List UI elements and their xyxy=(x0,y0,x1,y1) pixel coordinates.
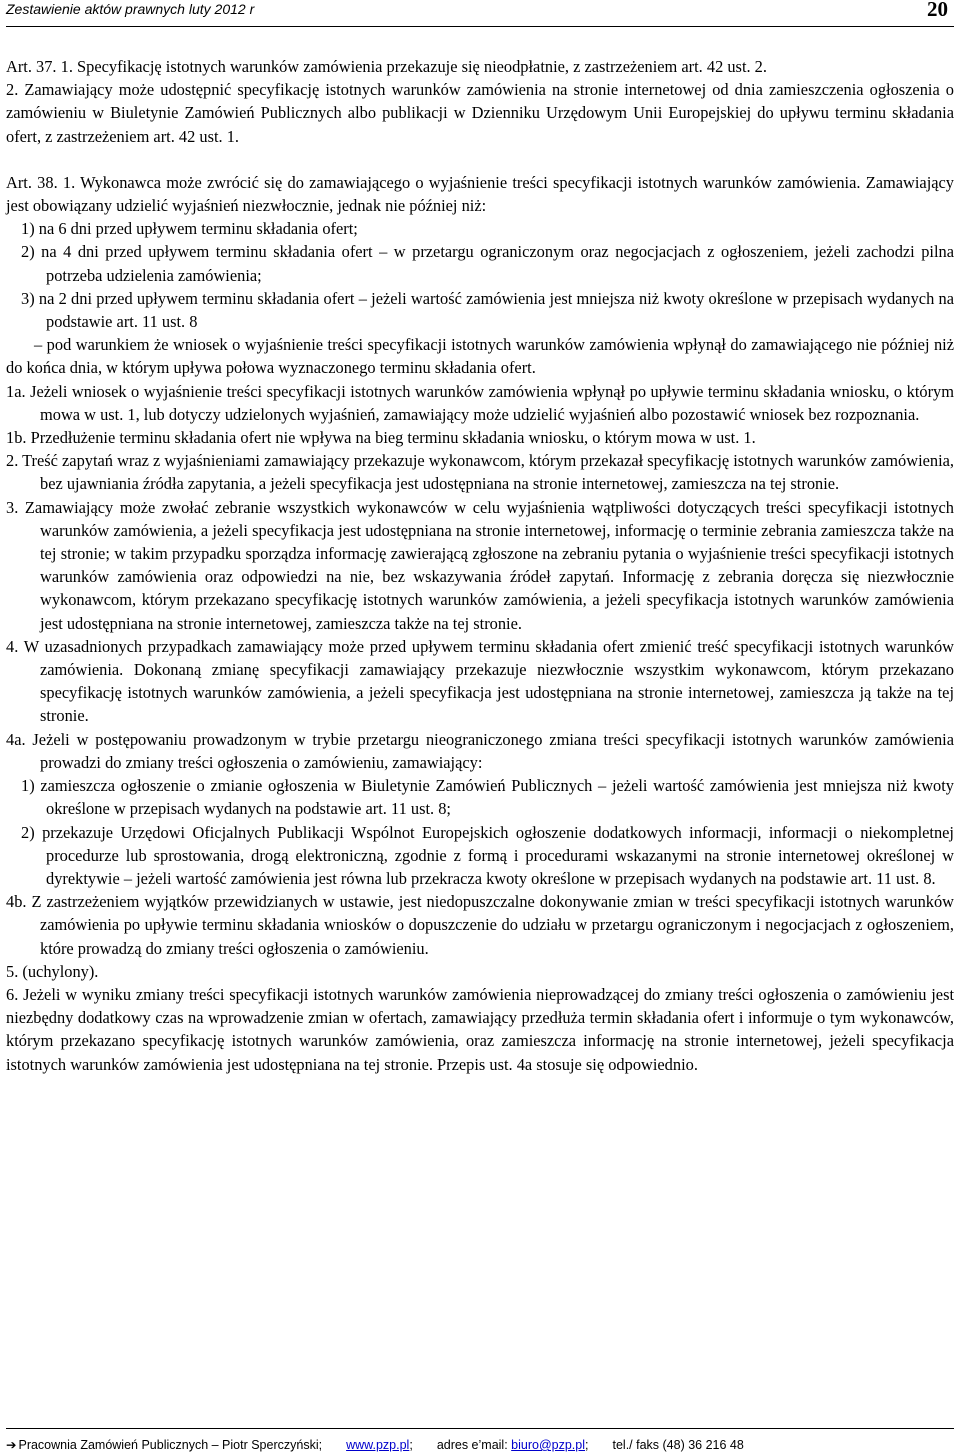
list-item-4a-2: 2) przekazuje Urzędowi Oficjalnych Publikacji Wspólnot Europejskich ogłoszenie dodatkowych informacji, informacji o niekompletnej procedurze lub sprostowania, drogą elektroniczną, zgodnie z formą i procedurami wskazanymi na stronie internetowej określonej w dyrektywie – jeżeli wartość zamówienia jest równa lub przekracza kwoty określone w przepisach wydanych na podstawie art. 11 ust. 8. xyxy=(21,822,954,888)
footer-separator: ; xyxy=(409,1438,413,1452)
list-item-2: 2) na 4 dni przed upływem terminu składania ofert – w przetargu ograniczonym oraz negocjacjach z ogłoszeniem, jeżeli zachodzi pilna potrzeba udzielenia zamówienia; xyxy=(21,242,954,285)
footer-email-link[interactable]: biuro@pzp.pl xyxy=(511,1438,586,1452)
document-title: Zestawienie aktów prawnych luty 2012 r xyxy=(6,1,255,17)
document-body xyxy=(6,55,954,1076)
list-item-1: 1) na 6 dni przed upływem terminu składania ofert; xyxy=(21,219,358,239)
paragraph-2: 2. Treść zapytań wraz z wyjaśnieniami zamawiający przekazuje wykonawcom, którym przekazał specyfikację istotnych warunków zamówienia, bez ujawniania źródła zapytania, a jeżeli specyfikacja jest udostępniana na stronie internetowej, zamieszcza na tej stronie. xyxy=(6,451,955,494)
footer-phone: tel./ faks (48) 36 216 48 xyxy=(612,1438,744,1452)
footer-org: Pracownia Zamówień Publicznych – Piotr Sperczyński; xyxy=(18,1438,323,1452)
paragraph-4: 4. W uzasadnionych przypadkach zamawiający może przed upływem terminu składania ofert zmienić treść specyfikacji istotnych warunków zamówienia. Dokonaną zmianę specyfikacji zamawiający przekazuje niezwłocznie wszystkim wykonawcom, którym przekazano specyfikację istotnych warunków zamówienia, a jeżeli specyfikacja jest udostępniana na stronie internetowej, zamieszcza ją także na tej stronie. xyxy=(6,636,954,726)
footer-separator: ; xyxy=(585,1438,589,1452)
paragraph-art38-1: Art. 38. 1. Wykonawca może zwrócić się do zamawiającego o wyjaśnienie treści specyfikacji istotnych warunków zamówienia. Zamawiający jest obowiązany udzielić wyjaśnień niezwłocznie, jednak nie później niż: xyxy=(6,172,954,216)
footer-email-label: adres e’mail: xyxy=(436,1438,508,1452)
paragraph-4b: 4b. Z zastrzeżeniem wyjątków przewidzianych w ustawie, jest niedopuszczalne dokonywanie zmian w treści specyfikacji istotnych warunków zamówienia po upływie terminu składania wniosków o dopuszczenie do udziału w przetargu ograniczonym i negocjacjach z ogłoszeniem, które prowadzą do zmiany treści ogłoszenia o zamówieniu. xyxy=(6,892,954,958)
page-header xyxy=(6,0,954,27)
paragraph-dash-condition: – pod warunkiem że wniosek o wyjaśnienie treści specyfikacji istotnych warunków zamówienia wpłynął do zamawiającego nie później niż do końca dnia, w którym upływa połowa wyznaczonego terminu składania ofert. xyxy=(6,335,954,378)
footer-website-link[interactable]: www.pzp.pl xyxy=(346,1438,410,1452)
paragraph-art37-2: 2. Zamawiający może udostępnić specyfikację istotnych warunków zamówienia na stronie internetowej od dnia zamieszczenia ogłoszenia o zamówieniu w Biuletynie Zamówień Publicznych albo publikacji w Dzienniku Urzędowym Unii Europejskiej do upływu terminu składania ofert, z zastrzeżeniem art. 42 ust. 1. xyxy=(6,80,954,146)
paragraph-6: 6. Jeżeli w wyniku zmiany treści specyfikacji istotnych warunków zamówienia nieprowadzącej do zmiany treści ogłoszenia o zamówieniu jest niezbędny dodatkowy czas na wprowadzenie zmian w ofertach, zamawiający przedłuża termin składania ofert i informuje o tym wykonawców, którym przekazano specyfikację istotnych warunków zamówienia, oraz zamieszcza informację na stronie internetowej, jeżeli specyfikacja istotnych warunków zamówienia jest udostępniana na tej stronie. Przepis ust. 4a stosuje się odpowiednio. xyxy=(6,984,954,1074)
arrow-icon: ➔ xyxy=(6,1438,17,1452)
page-number: 20 xyxy=(927,0,948,21)
paragraph-4a: 4a. Jeżeli w postępowaniu prowadzonym w trybie przetargu nieograniczonego zmiana treści specyfikacji istotnych warunków zamówienia prowadzi do zmiany treści ogłoszenia o zamówieniu, zamawiający: xyxy=(6,729,954,772)
paragraph-1b: 1b. Przedłużenie terminu składania ofert nie wpływa na bieg terminu składania wniosku, o którym mowa w ust. 1. xyxy=(6,428,756,448)
paragraph-art37-1: Art. 37. 1. Specyfikację istotnych warunków zamówienia przekazuje się nieodpłatnie, z zastrzeżeniem art. 42 ust. 2. xyxy=(6,57,767,76)
paragraph-3: 3. Zamawiający może zwołać zebranie wszystkich wykonawców w celu wyjaśnienia wątpliwości dotyczących treści specyfikacji istotnych warunków zamówienia, a jeżeli specyfikacja jest udostępniana na stronie internetowej, informację o terminie zebrania zamieszcza także na tej stronie; w takim przypadku sporządza informację zawierającą zgłoszone na zebraniu pytania o wyjaśnienie treści specyfikacji istotnych warunków zamówienia oraz odpowiedzi na nie, bez wskazywania źródeł zapytań. Informację z zebrania doręcza się niezwłocznie wykonawcom, którym przekazano specyfikację istotnych warunków zamówienia, a jeżeli specyfikacja istotnych warunków zamówienia jest udostępniana na stronie internetowej, zamieszcza także na tej stronie. xyxy=(6,497,954,633)
page-footer xyxy=(6,1428,954,1453)
list-item-3: 3) na 2 dni przed upływem terminu składania ofert – jeżeli wartość zamówienia jest mniejsza niż kwoty określone w przepisach wydanych na podstawie art. 11 ust. 8 xyxy=(21,288,954,332)
paragraph-5: 5. (uchylony). xyxy=(6,961,99,981)
list-item-4a-1: 1) zamieszcza ogłoszenie o zmianie ogłoszenia w Biuletynie Zamówień Publicznych – jeżeli wartość zamówienia jest mniejsza niż kwoty określone w przepisach wydanych na podstawie art. 11 ust. 8; xyxy=(21,776,954,819)
paragraph-1a: 1a. Jeżeli wniosek o wyjaśnienie treści specyfikacji istotnych warunków zamówienia wpłynął po upływie terminu składania wniosku, o którym mowa w ust. 1, lub dotyczy udzielonych wyjaśnień, zamawiający może udzielić wyjaśnień albo pozostawić wniosek bez rozpoznania. xyxy=(6,381,954,424)
